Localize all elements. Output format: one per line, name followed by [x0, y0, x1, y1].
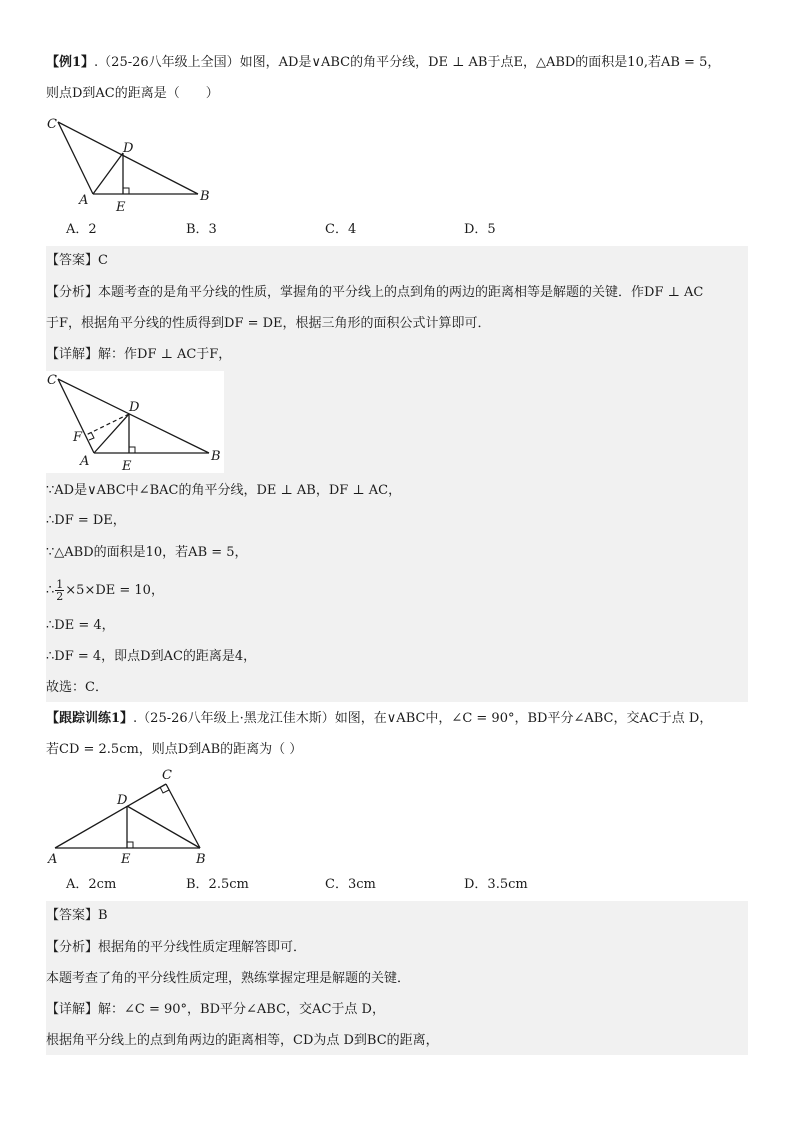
example1-option-d: D．5	[464, 222, 496, 237]
label-a: A	[48, 852, 58, 867]
label-b: B	[200, 189, 210, 204]
practice1-question-line2: 若CD = 2.5cm，则点D到AB的距离为（ ）	[46, 742, 303, 757]
example1-solution-figure	[46, 371, 224, 473]
practice1-analysis-line1: 【分析】根据角的平分线性质定理解答即可．	[46, 940, 307, 955]
label-b: B	[211, 449, 221, 464]
example1-step-4: ∴DE = 4，	[46, 618, 115, 633]
example1-analysis-line2: 于F，根据角平分线的性质得到DF = DE，根据三角形的面积公式计算即可．	[46, 316, 491, 331]
example1-step-6: 故选：C．	[46, 680, 108, 695]
label-c: C	[47, 373, 57, 388]
label-d: D	[129, 400, 140, 415]
practice1-detail-line2: 根据角平分线上的点到角两边的距离相等，CD为点 D到BC的距离，	[46, 1033, 439, 1048]
example1-option-b: B．3	[186, 222, 217, 237]
label-e: E	[122, 459, 132, 473]
practice1-option-b: B．2.5cm	[186, 877, 249, 892]
example1-question-line1: 【例1】.（25-26八年级上全国）如图，AD是∨ABC的角平分线，DE ⊥ AB于点E，△ABD的面积是10,若AB = 5，	[46, 55, 721, 70]
example1-option-a: A．2	[66, 222, 97, 237]
example1-question-line2: 则点D到AC的距离是（ ）	[46, 86, 219, 101]
segment-cb	[58, 122, 198, 194]
example1-answer: 【答案】C	[46, 253, 108, 268]
segment-ad	[93, 153, 123, 194]
practice1-tag: 【跟踪训练1】	[46, 711, 134, 726]
fraction: $\frac{1}{2}$	[56, 578, 64, 603]
example1-analysis-line1: 【分析】本题考查的是角平分线的性质，掌握角的平分线上的点到角的两边的距离相等是解题的关键．作DF ⊥ AC	[46, 285, 704, 300]
label-a: A	[79, 193, 89, 208]
label-e: E	[121, 852, 131, 867]
practice1-analysis-line2: 本题考查了角的平分线性质定理，熟练掌握定理是解题的关键．	[46, 971, 411, 986]
label-f: F	[73, 430, 83, 445]
label-d: D	[123, 141, 134, 156]
example1-detail-intro: 【详解】解：作DF ⊥ AC于F，	[46, 347, 232, 362]
practice1-option-a: A．2cm	[66, 877, 117, 892]
label-d: D	[117, 793, 128, 808]
label-a: A	[80, 454, 90, 469]
practice1-figure	[46, 764, 221, 868]
segment-ca	[58, 122, 93, 194]
example1-step-5: ∴DF = 4，即点D到AC的距离是4，	[46, 649, 257, 664]
example1-figure	[46, 112, 226, 216]
practice1-question-line1: 【跟踪训练1】.（25-26八年级上·黑龙江佳木斯）如图，在∨ABC中，∠C = 90°，BD平分∠ABC，交AC于点 D，	[46, 711, 713, 726]
example1-step-2: ∴DF = DE，	[46, 513, 126, 528]
label-c: C	[47, 117, 57, 132]
example1-step-fraction: ∴ $\frac{1}{2}$ ×5×DE = 10，	[46, 578, 164, 603]
segment-ac	[55, 784, 166, 848]
practice1-option-c: C．3cm	[325, 877, 376, 892]
right-angle-mark-e	[127, 842, 133, 848]
practice1-answer: 【答案】B	[46, 908, 108, 923]
example1-step-3: ∵△ABD的面积是10，若AB = 5，	[46, 545, 248, 560]
label-b: B	[196, 852, 206, 867]
practice1-detail-line1: 【详解】解：∠C = 90°，BD平分∠ABC，交AC于点 D，	[46, 1002, 385, 1017]
practice1-option-d: D．3.5cm	[464, 877, 528, 892]
example1-option-c: C．4	[325, 222, 357, 237]
example1-step-1: ∵AD是∨ABC中∠BAC的角平分线，DE ⊥ AB，DF ⊥ AC，	[46, 483, 402, 498]
right-angle-mark	[123, 188, 129, 194]
example1-tag: 【例1】	[46, 55, 95, 70]
label-c: C	[162, 768, 172, 783]
label-e: E	[116, 200, 126, 215]
